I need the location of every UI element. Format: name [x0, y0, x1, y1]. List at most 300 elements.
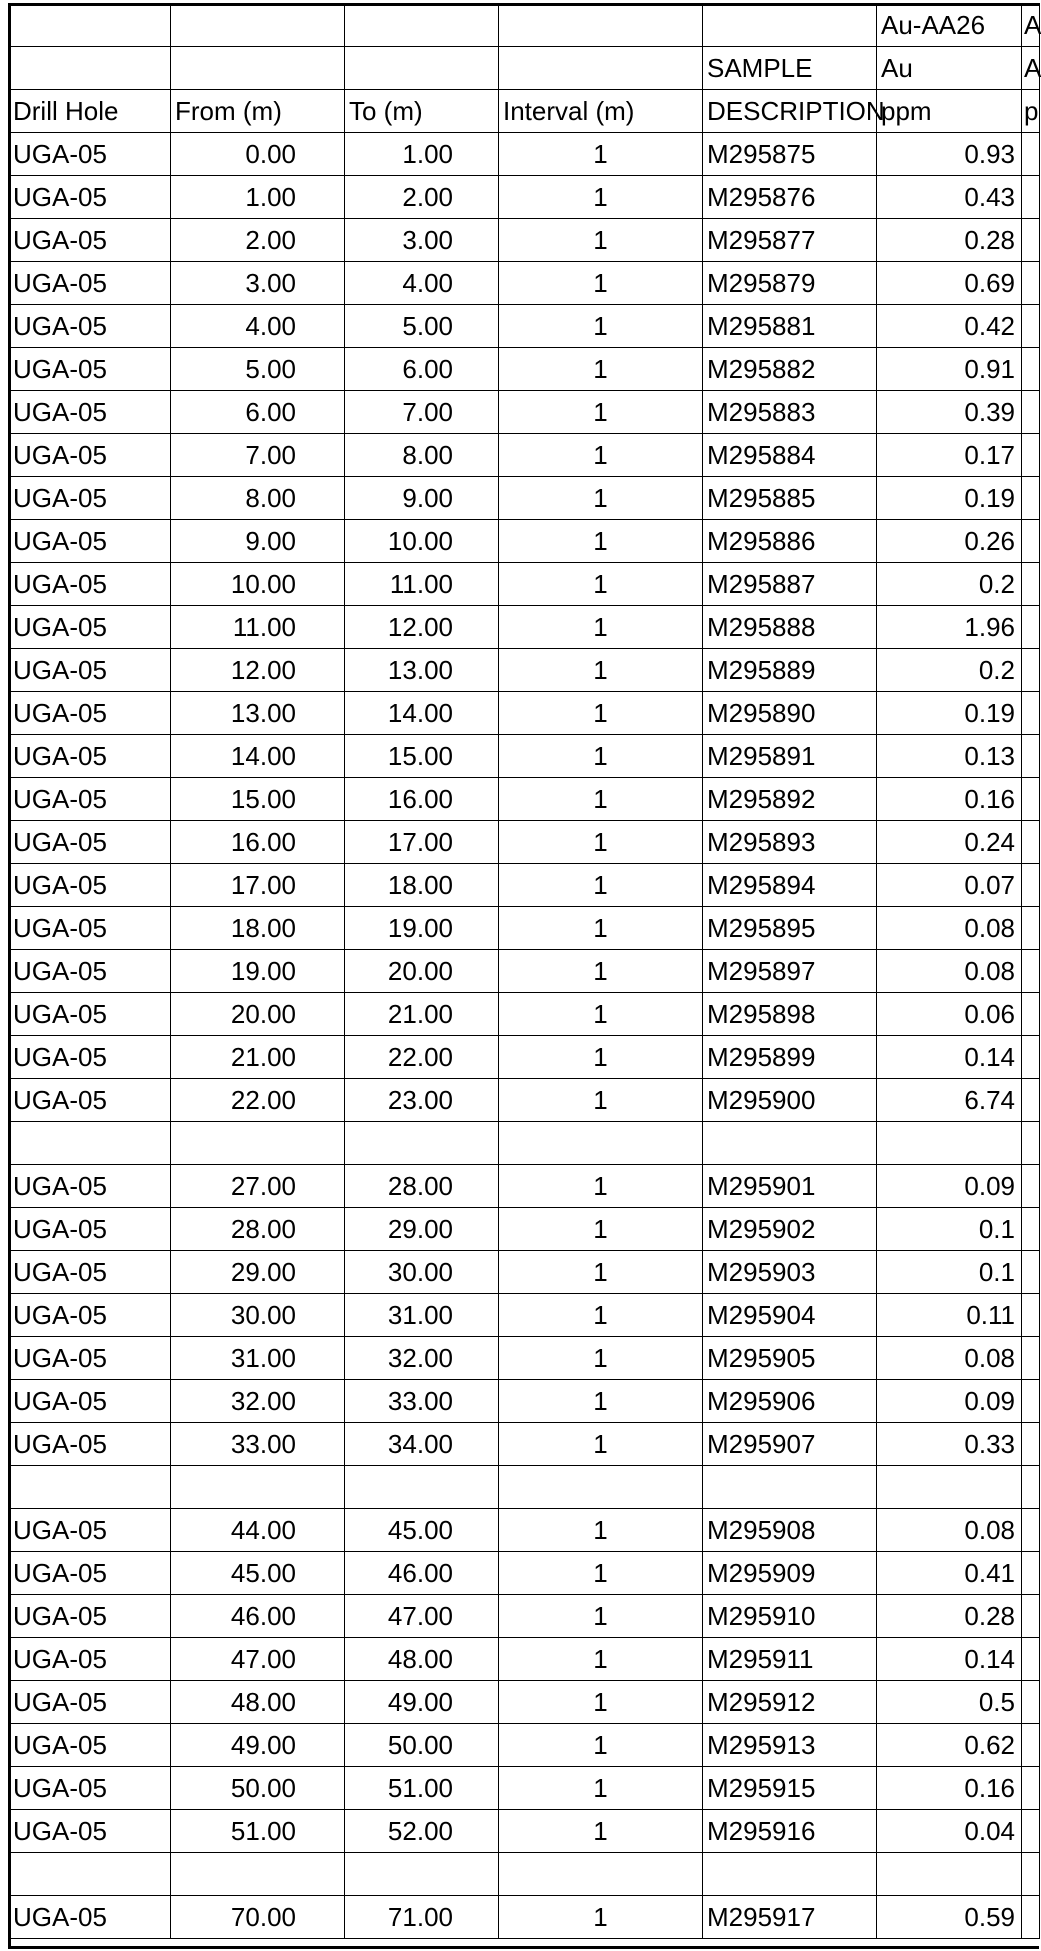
cell-to[interactable]: 13.00	[345, 649, 499, 692]
cell-from[interactable]: 10.00	[171, 563, 345, 606]
cell-partial[interactable]	[1022, 391, 1040, 434]
header-interval[interactable]: Interval (m)	[499, 90, 703, 133]
cell-interval[interactable]: 1	[499, 821, 703, 864]
cell-drill-hole[interactable]: UGA-05	[9, 864, 171, 907]
cell-au-ppm[interactable]: 0.08	[877, 907, 1022, 950]
cell-drill-hole[interactable]: UGA-05	[9, 305, 171, 348]
cell-drill-hole[interactable]: UGA-05	[9, 348, 171, 391]
cell-sample-id[interactable]: M295913	[703, 1724, 877, 1767]
header-cell-partial[interactable]: p	[1022, 90, 1040, 133]
cell-au-ppm[interactable]	[877, 1122, 1022, 1165]
cell-sample-id[interactable]: M295887	[703, 563, 877, 606]
cell-partial[interactable]	[1022, 606, 1040, 649]
cell-to[interactable]: 30.00	[345, 1251, 499, 1294]
cell-au-ppm[interactable]: 0.5	[877, 1681, 1022, 1724]
cell-from[interactable]: 2.00	[171, 219, 345, 262]
cell-partial[interactable]	[1022, 1380, 1040, 1423]
cell-interval[interactable]	[499, 1853, 703, 1896]
cell-from[interactable]: 20.00	[171, 993, 345, 1036]
cell-to[interactable]: 1.00	[345, 133, 499, 176]
cell-au-ppm[interactable]: 0.2	[877, 563, 1022, 606]
cell-to[interactable]: 4.00	[345, 262, 499, 305]
cell-sample-id[interactable]: M295917	[703, 1896, 877, 1939]
cell-to[interactable]: 48.00	[345, 1638, 499, 1681]
cell-from[interactable]: 0.00	[171, 133, 345, 176]
cell-au-ppm[interactable]: 0.09	[877, 1380, 1022, 1423]
cell-sample-id[interactable]	[703, 1122, 877, 1165]
cell-sample-id[interactable]	[703, 1466, 877, 1509]
cell-partial[interactable]	[1022, 907, 1040, 950]
cell-interval[interactable]: 1	[499, 1337, 703, 1380]
cell-from[interactable]	[171, 1853, 345, 1896]
cell-to[interactable]: 5.00	[345, 305, 499, 348]
cell-interval[interactable]: 1	[499, 520, 703, 563]
cell-interval[interactable]: 1	[499, 1724, 703, 1767]
cell-au-ppm[interactable]: 0.24	[877, 821, 1022, 864]
cell-sample-id[interactable]: M295898	[703, 993, 877, 1036]
cell-partial[interactable]	[1022, 1036, 1040, 1079]
cell-from[interactable]: 33.00	[171, 1423, 345, 1466]
cell-from[interactable]: 13.00	[171, 692, 345, 735]
cell-from[interactable]: 45.00	[171, 1552, 345, 1595]
cell-au-ppm[interactable]: 0.14	[877, 1638, 1022, 1681]
cell-partial[interactable]	[1022, 649, 1040, 692]
cell-sample-id[interactable]: M295893	[703, 821, 877, 864]
cell-from[interactable]: 9.00	[171, 520, 345, 563]
header-method-code[interactable]: Au-AA26	[877, 4, 1022, 47]
cell-sample-id[interactable]: M295876	[703, 176, 877, 219]
cell-from[interactable]: 50.00	[171, 1767, 345, 1810]
cell-drill-hole[interactable]: UGA-05	[9, 993, 171, 1036]
cell-partial[interactable]	[1022, 1853, 1040, 1896]
cell-partial[interactable]	[1022, 993, 1040, 1036]
cell-to[interactable]: 31.00	[345, 1294, 499, 1337]
cell-sample-id[interactable]: M295900	[703, 1079, 877, 1122]
cell-drill-hole[interactable]: UGA-05	[9, 1638, 171, 1681]
cell-partial[interactable]	[1022, 1638, 1040, 1681]
cell-drill-hole[interactable]: UGA-05	[9, 778, 171, 821]
cell-sample-id[interactable]: M295890	[703, 692, 877, 735]
cell-interval[interactable]: 1	[499, 434, 703, 477]
cell-to[interactable]: 47.00	[345, 1595, 499, 1638]
cell-au-ppm[interactable]: 0.91	[877, 348, 1022, 391]
header-cell[interactable]	[171, 4, 345, 47]
cell-partial[interactable]	[1022, 1896, 1040, 1939]
cell-interval[interactable]: 1	[499, 993, 703, 1036]
cell-interval[interactable]: 1	[499, 1638, 703, 1681]
cell-drill-hole[interactable]: UGA-05	[9, 520, 171, 563]
cell-au-ppm[interactable]	[877, 1466, 1022, 1509]
cell-au-ppm[interactable]: 0.13	[877, 735, 1022, 778]
header-cell[interactable]	[345, 4, 499, 47]
cell-from[interactable]: 27.00	[171, 1165, 345, 1208]
cell-au-ppm[interactable]: 0.62	[877, 1724, 1022, 1767]
cell-sample-id[interactable]: M295881	[703, 305, 877, 348]
cell-sample-id[interactable]: M295892	[703, 778, 877, 821]
cell-interval[interactable]: 1	[499, 348, 703, 391]
cell-partial[interactable]	[1022, 176, 1040, 219]
cell-to[interactable]: 34.00	[345, 1423, 499, 1466]
cell-interval[interactable]: 1	[499, 1079, 703, 1122]
cell-drill-hole[interactable]: UGA-05	[9, 133, 171, 176]
cell-drill-hole[interactable]: UGA-05	[9, 907, 171, 950]
cell-from[interactable]: 17.00	[171, 864, 345, 907]
cell-partial[interactable]	[1022, 1509, 1040, 1552]
cell-au-ppm[interactable]: 0.14	[877, 1036, 1022, 1079]
cell-from[interactable]: 14.00	[171, 735, 345, 778]
cell-partial[interactable]	[1022, 1165, 1040, 1208]
cell-drill-hole[interactable]: UGA-05	[9, 1423, 171, 1466]
cell-from[interactable]: 46.00	[171, 1595, 345, 1638]
cell-sample-id[interactable]: M295879	[703, 262, 877, 305]
cell-sample-id[interactable]: M295903	[703, 1251, 877, 1294]
cell-to[interactable]: 15.00	[345, 735, 499, 778]
cell-to[interactable]: 16.00	[345, 778, 499, 821]
cell-interval[interactable]: 1	[499, 262, 703, 305]
cell-to[interactable]	[345, 1466, 499, 1509]
cell-partial[interactable]	[1022, 692, 1040, 735]
cell-interval[interactable]: 1	[499, 133, 703, 176]
cell-sample-id[interactable]: M295906	[703, 1380, 877, 1423]
cell-partial[interactable]	[1022, 1251, 1040, 1294]
cell-interval[interactable]: 1	[499, 563, 703, 606]
header-cell-partial[interactable]: A	[1022, 4, 1040, 47]
cell-to[interactable]: 19.00	[345, 907, 499, 950]
cell-partial[interactable]	[1022, 821, 1040, 864]
cell-interval[interactable]: 1	[499, 219, 703, 262]
cell-partial[interactable]	[1022, 1294, 1040, 1337]
cell-from[interactable]: 18.00	[171, 907, 345, 950]
cell-interval[interactable]: 1	[499, 907, 703, 950]
cell-drill-hole[interactable]: UGA-05	[9, 1552, 171, 1595]
cell-sample-id[interactable]: M295895	[703, 907, 877, 950]
cell-from[interactable]: 31.00	[171, 1337, 345, 1380]
cell-partial[interactable]	[1022, 348, 1040, 391]
cell-interval[interactable]: 1	[499, 1423, 703, 1466]
cell-drill-hole[interactable]: UGA-05	[9, 262, 171, 305]
header-cell[interactable]	[171, 47, 345, 90]
cell-drill-hole[interactable]: UGA-05	[9, 821, 171, 864]
cell-interval[interactable]: 1	[499, 1509, 703, 1552]
cell-au-ppm[interactable]: 0.08	[877, 1509, 1022, 1552]
cell-interval[interactable]: 1	[499, 1208, 703, 1251]
cell-au-ppm[interactable]: 0.26	[877, 520, 1022, 563]
cell-drill-hole[interactable]: UGA-05	[9, 649, 171, 692]
cell-au-ppm[interactable]: 0.43	[877, 176, 1022, 219]
cell-sample-id[interactable]: M295894	[703, 864, 877, 907]
cell-sample-id[interactable]: M295908	[703, 1509, 877, 1552]
cell-interval[interactable]: 1	[499, 176, 703, 219]
cell-interval[interactable]: 1	[499, 1681, 703, 1724]
cell-partial[interactable]	[1022, 477, 1040, 520]
cell-to[interactable]: 21.00	[345, 993, 499, 1036]
cell-sample-id[interactable]: M295904	[703, 1294, 877, 1337]
cell-from[interactable]: 29.00	[171, 1251, 345, 1294]
cell-sample-id[interactable]: M295916	[703, 1810, 877, 1853]
cell-partial[interactable]	[1022, 563, 1040, 606]
cell-sample-id[interactable]: M295907	[703, 1423, 877, 1466]
cell-drill-hole[interactable]: UGA-05	[9, 176, 171, 219]
cell-au-ppm[interactable]	[877, 1853, 1022, 1896]
cell-to[interactable]: 2.00	[345, 176, 499, 219]
cell-interval[interactable]	[499, 1122, 703, 1165]
cell-sample-id[interactable]	[703, 1853, 877, 1896]
cell-drill-hole[interactable]: UGA-05	[9, 1165, 171, 1208]
cell-sample-id[interactable]: M295888	[703, 606, 877, 649]
cell-interval[interactable]: 1	[499, 1595, 703, 1638]
cell-partial[interactable]	[1022, 1681, 1040, 1724]
cell-sample-id[interactable]: M295901	[703, 1165, 877, 1208]
cell-au-ppm[interactable]: 0.19	[877, 477, 1022, 520]
cell-from[interactable]: 30.00	[171, 1294, 345, 1337]
header-cell[interactable]	[9, 47, 171, 90]
cell-drill-hole[interactable]: UGA-05	[9, 1724, 171, 1767]
cell-interval[interactable]: 1	[499, 649, 703, 692]
cell-partial[interactable]	[1022, 778, 1040, 821]
cell-to[interactable]: 33.00	[345, 1380, 499, 1423]
cell-to[interactable]: 8.00	[345, 434, 499, 477]
cell-to[interactable]	[345, 1122, 499, 1165]
cell-drill-hole[interactable]: UGA-05	[9, 692, 171, 735]
cell-from[interactable]: 15.00	[171, 778, 345, 821]
cell-to[interactable]: 71.00	[345, 1896, 499, 1939]
cell-sample-id[interactable]: M295882	[703, 348, 877, 391]
header-from[interactable]: From (m)	[171, 90, 345, 133]
cell-partial[interactable]	[1022, 950, 1040, 993]
cell-au-ppm[interactable]: 0.39	[877, 391, 1022, 434]
cell-partial[interactable]	[1022, 1552, 1040, 1595]
cell-from[interactable]: 1.00	[171, 176, 345, 219]
cell-interval[interactable]	[499, 1466, 703, 1509]
cell-partial[interactable]	[1022, 434, 1040, 477]
cell-partial[interactable]	[1022, 735, 1040, 778]
cell-interval[interactable]: 1	[499, 1294, 703, 1337]
cell-au-ppm[interactable]: 0.16	[877, 778, 1022, 821]
cell-au-ppm[interactable]: 0.41	[877, 1552, 1022, 1595]
cell-au-ppm[interactable]: 0.93	[877, 133, 1022, 176]
cell-to[interactable]: 22.00	[345, 1036, 499, 1079]
cell-from[interactable]: 8.00	[171, 477, 345, 520]
cell-from[interactable]: 51.00	[171, 1810, 345, 1853]
header-sample[interactable]: SAMPLE	[703, 47, 877, 90]
cell-sample-id[interactable]: M295883	[703, 391, 877, 434]
cell-drill-hole[interactable]: UGA-05	[9, 1896, 171, 1939]
cell-from[interactable]: 19.00	[171, 950, 345, 993]
cell-sample-id[interactable]: M295886	[703, 520, 877, 563]
cell-from[interactable]: 21.00	[171, 1036, 345, 1079]
cell-partial[interactable]	[1022, 1724, 1040, 1767]
cell-interval[interactable]: 1	[499, 864, 703, 907]
cell-drill-hole[interactable]: UGA-05	[9, 1208, 171, 1251]
cell-partial[interactable]	[1022, 1767, 1040, 1810]
cell-interval[interactable]: 1	[499, 950, 703, 993]
cell-to[interactable]: 18.00	[345, 864, 499, 907]
cell-sample-id[interactable]: M295875	[703, 133, 877, 176]
cell-to[interactable]: 32.00	[345, 1337, 499, 1380]
cell-au-ppm[interactable]: 0.07	[877, 864, 1022, 907]
cell-au-ppm[interactable]: 0.28	[877, 219, 1022, 262]
cell-au-ppm[interactable]: 6.74	[877, 1079, 1022, 1122]
cell-drill-hole[interactable]: UGA-05	[9, 1767, 171, 1810]
cell-interval[interactable]: 1	[499, 1810, 703, 1853]
cell-au-ppm[interactable]: 0.09	[877, 1165, 1022, 1208]
cell-to[interactable]: 51.00	[345, 1767, 499, 1810]
cell-au-ppm[interactable]: 0.11	[877, 1294, 1022, 1337]
cell-to[interactable]: 14.00	[345, 692, 499, 735]
cell-au-ppm[interactable]: 0.2	[877, 649, 1022, 692]
cell-to[interactable]: 28.00	[345, 1165, 499, 1208]
cell-from[interactable]: 70.00	[171, 1896, 345, 1939]
cell-from[interactable]: 4.00	[171, 305, 345, 348]
cell-partial[interactable]	[1022, 1122, 1040, 1165]
cell-partial[interactable]	[1022, 1595, 1040, 1638]
cell-sample-id[interactable]: M295877	[703, 219, 877, 262]
cell-to[interactable]: 3.00	[345, 219, 499, 262]
cell-sample-id[interactable]: M295889	[703, 649, 877, 692]
cell-au-ppm[interactable]: 0.04	[877, 1810, 1022, 1853]
cell-interval[interactable]: 1	[499, 692, 703, 735]
cell-from[interactable]: 44.00	[171, 1509, 345, 1552]
cell-drill-hole[interactable]: UGA-05	[9, 563, 171, 606]
cell-interval[interactable]: 1	[499, 1036, 703, 1079]
cell-from[interactable]	[171, 1466, 345, 1509]
cell-drill-hole[interactable]: UGA-05	[9, 1036, 171, 1079]
cell-drill-hole[interactable]: UGA-05	[9, 1079, 171, 1122]
cell-interval[interactable]: 1	[499, 1552, 703, 1595]
cell-drill-hole[interactable]: UGA-05	[9, 1251, 171, 1294]
cell-drill-hole[interactable]	[9, 1853, 171, 1896]
cell-sample-id[interactable]: M295885	[703, 477, 877, 520]
cell-interval[interactable]: 1	[499, 1251, 703, 1294]
cell-au-ppm[interactable]: 0.69	[877, 262, 1022, 305]
cell-from[interactable]: 11.00	[171, 606, 345, 649]
cell-drill-hole[interactable]: UGA-05	[9, 219, 171, 262]
header-cell[interactable]	[703, 4, 877, 47]
cell-au-ppm[interactable]: 0.16	[877, 1767, 1022, 1810]
cell-to[interactable]	[345, 1853, 499, 1896]
cell-interval[interactable]: 1	[499, 1767, 703, 1810]
cell-from[interactable]: 48.00	[171, 1681, 345, 1724]
cell-to[interactable]: 23.00	[345, 1079, 499, 1122]
cell-drill-hole[interactable]: UGA-05	[9, 606, 171, 649]
header-to[interactable]: To (m)	[345, 90, 499, 133]
cell-from[interactable]: 47.00	[171, 1638, 345, 1681]
cell-from[interactable]: 22.00	[171, 1079, 345, 1122]
cell-to[interactable]: 50.00	[345, 1724, 499, 1767]
cell-interval[interactable]: 1	[499, 1896, 703, 1939]
cell-to[interactable]: 45.00	[345, 1509, 499, 1552]
cell-drill-hole[interactable]: UGA-05	[9, 434, 171, 477]
cell-from[interactable]	[171, 1122, 345, 1165]
cell-drill-hole[interactable]: UGA-05	[9, 735, 171, 778]
cell-au-ppm[interactable]: 0.08	[877, 1337, 1022, 1380]
cell-to[interactable]: 11.00	[345, 563, 499, 606]
header-description[interactable]: DESCRIPTION	[703, 90, 877, 133]
cell-partial[interactable]	[1022, 305, 1040, 348]
cell-drill-hole[interactable]: UGA-05	[9, 1509, 171, 1552]
cell-au-ppm[interactable]: 0.1	[877, 1208, 1022, 1251]
cell-sample-id[interactable]: M295891	[703, 735, 877, 778]
cell-interval[interactable]: 1	[499, 305, 703, 348]
cell-sample-id[interactable]: M295902	[703, 1208, 877, 1251]
cell-drill-hole[interactable]: UGA-05	[9, 1681, 171, 1724]
cell-drill-hole[interactable]	[9, 1122, 171, 1165]
header-cell-partial[interactable]: A	[1022, 47, 1040, 90]
cell-partial[interactable]	[1022, 133, 1040, 176]
cell-drill-hole[interactable]: UGA-05	[9, 1294, 171, 1337]
cell-sample-id[interactable]: M295899	[703, 1036, 877, 1079]
cell-to[interactable]: 12.00	[345, 606, 499, 649]
cell-partial[interactable]	[1022, 1337, 1040, 1380]
header-drill-hole[interactable]: Drill Hole	[9, 90, 171, 133]
cell-from[interactable]: 49.00	[171, 1724, 345, 1767]
cell-drill-hole[interactable]: UGA-05	[9, 1810, 171, 1853]
cell-from[interactable]: 5.00	[171, 348, 345, 391]
cell-au-ppm[interactable]: 0.33	[877, 1423, 1022, 1466]
cell-to[interactable]: 49.00	[345, 1681, 499, 1724]
cell-drill-hole[interactable]: UGA-05	[9, 1380, 171, 1423]
cell-to[interactable]: 7.00	[345, 391, 499, 434]
cell-drill-hole[interactable]: UGA-05	[9, 950, 171, 993]
cell-sample-id[interactable]: M295905	[703, 1337, 877, 1380]
cell-partial[interactable]	[1022, 1810, 1040, 1853]
cell-from[interactable]: 16.00	[171, 821, 345, 864]
cell-sample-id[interactable]: M295909	[703, 1552, 877, 1595]
cell-to[interactable]: 17.00	[345, 821, 499, 864]
cell-au-ppm[interactable]: 0.28	[877, 1595, 1022, 1638]
cell-from[interactable]: 3.00	[171, 262, 345, 305]
header-cell[interactable]	[345, 47, 499, 90]
cell-drill-hole[interactable]: UGA-05	[9, 391, 171, 434]
cell-drill-hole[interactable]	[9, 1466, 171, 1509]
header-cell[interactable]	[9, 4, 171, 47]
cell-to[interactable]: 29.00	[345, 1208, 499, 1251]
cell-au-ppm[interactable]: 1.96	[877, 606, 1022, 649]
cell-sample-id[interactable]: M295884	[703, 434, 877, 477]
cell-au-ppm[interactable]: 0.08	[877, 950, 1022, 993]
cell-to[interactable]: 20.00	[345, 950, 499, 993]
cell-to[interactable]: 52.00	[345, 1810, 499, 1853]
cell-sample-id[interactable]: M295915	[703, 1767, 877, 1810]
cell-partial[interactable]	[1022, 1079, 1040, 1122]
cell-interval[interactable]: 1	[499, 1165, 703, 1208]
cell-partial[interactable]	[1022, 219, 1040, 262]
cell-to[interactable]: 10.00	[345, 520, 499, 563]
cell-sample-id[interactable]: M295910	[703, 1595, 877, 1638]
cell-partial[interactable]	[1022, 262, 1040, 305]
cell-interval[interactable]: 1	[499, 1380, 703, 1423]
cell-to[interactable]: 46.00	[345, 1552, 499, 1595]
cell-au-ppm[interactable]: 0.17	[877, 434, 1022, 477]
cell-from[interactable]: 12.00	[171, 649, 345, 692]
cell-au-ppm[interactable]: 0.19	[877, 692, 1022, 735]
cell-sample-id[interactable]: M295912	[703, 1681, 877, 1724]
cell-drill-hole[interactable]: UGA-05	[9, 477, 171, 520]
cell-interval[interactable]: 1	[499, 477, 703, 520]
cell-partial[interactable]	[1022, 1208, 1040, 1251]
header-unit[interactable]: ppm	[877, 90, 1022, 133]
cell-au-ppm[interactable]: 0.42	[877, 305, 1022, 348]
cell-au-ppm[interactable]: 0.06	[877, 993, 1022, 1036]
header-element[interactable]: Au	[877, 47, 1022, 90]
cell-partial[interactable]	[1022, 520, 1040, 563]
cell-au-ppm[interactable]: 0.59	[877, 1896, 1022, 1939]
cell-from[interactable]: 7.00	[171, 434, 345, 477]
cell-from[interactable]: 28.00	[171, 1208, 345, 1251]
cell-to[interactable]: 9.00	[345, 477, 499, 520]
cell-interval[interactable]: 1	[499, 391, 703, 434]
cell-from[interactable]: 6.00	[171, 391, 345, 434]
